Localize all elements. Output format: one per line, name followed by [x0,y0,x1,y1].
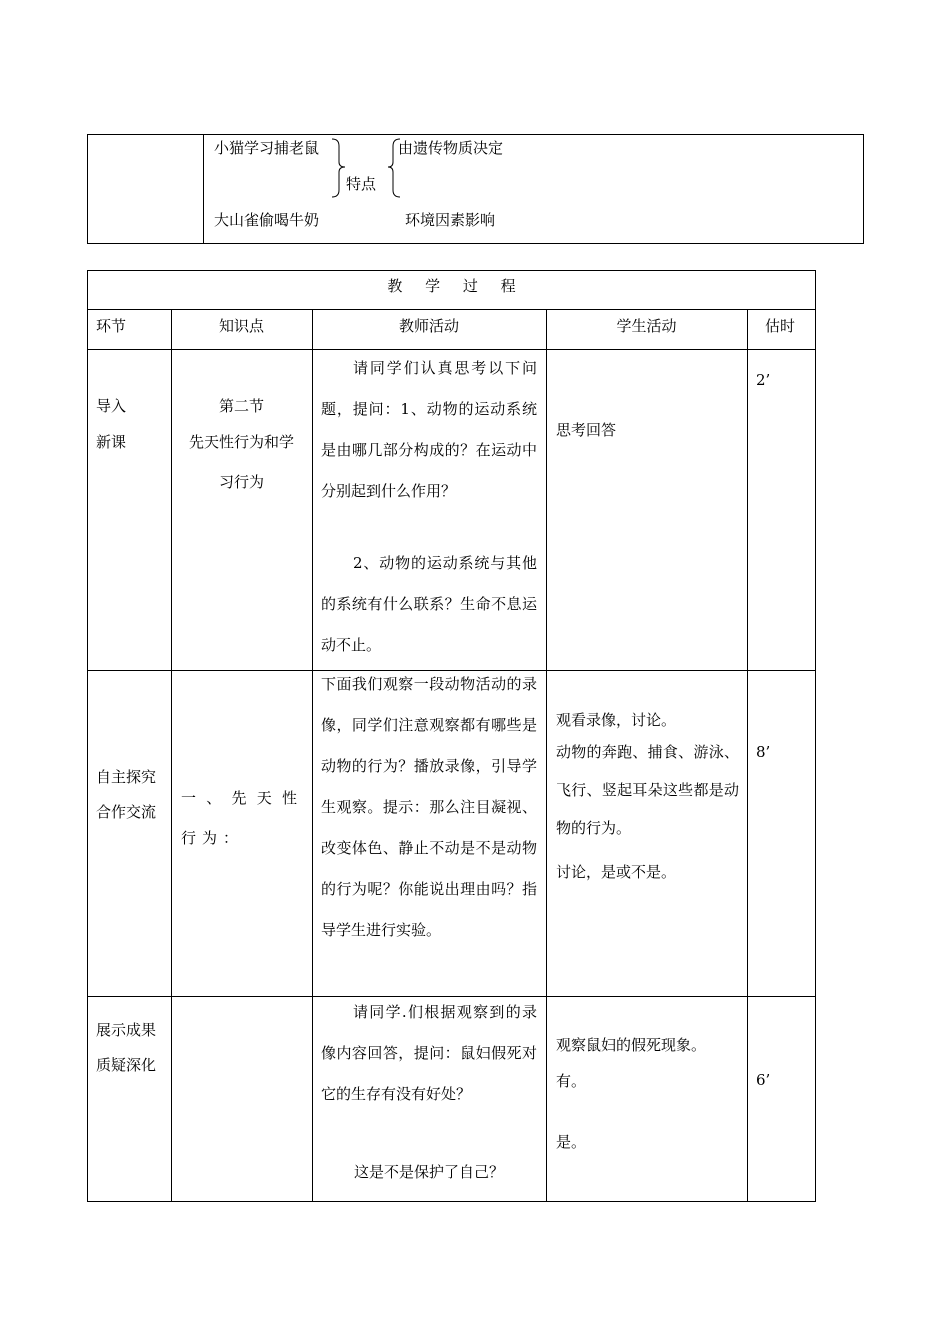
row3-student-activity: 观察鼠妇的假死现象。 [556,1036,707,1054]
col-divider-4 [747,309,748,1202]
row2-student-activity-3: 讨论，是或不是。 [556,863,677,881]
row1-time: 2’ [756,371,771,389]
row2-time: 8’ [756,743,771,761]
row2-student-activity-2: 动物的奔跑、捕食、游泳、飞行、竖起耳朵这些都是动物的行为。 [556,743,739,837]
row3-student-activity-2: 有。 [556,1072,587,1090]
table-border-top [87,270,816,271]
row1-teacher-activity: 请同学们认真思考以下问题，提问：1、动物的运动系统是由哪几部分构成的？在运动中分别起到什么作用？ [321,359,537,500]
row2-knowledge: 一、先天性行为： [181,789,303,847]
row1-stage-line1: 导入 [96,397,127,415]
table-border-left [87,270,88,1202]
right-brace-icon [330,138,350,198]
col-divider-3 [546,309,547,1202]
header-teacher: 教师活动 [398,317,459,335]
row1-stage-line2: 新课 [96,433,127,451]
table-border-bottom [87,1201,816,1202]
row2-stage-line2: 合作交流 [96,803,157,821]
row1-teacher-activity-2: 2、动物的运动系统与其他的系统有什么联系？生命不息运动不止。 [321,554,537,654]
table-border-right [815,270,816,1202]
row2-teacher-activity: 下面我们观察一段动物活动的录像，同学们注意观察都有哪些是动物的行为？播放录像，引导学生观察。提示：那么注目凝视、改变体色、静止不动是不是动物的行为呢？你能说出理由吗？指导学生进行实验。 [321,675,537,939]
feature-label: 特点 [346,175,377,193]
header-time: 估时 [765,317,796,335]
row1-student-activity: 思考回答 [556,421,617,439]
row1-knowledge-line3: 习行为 [218,473,264,491]
top-box-border-left [87,134,88,244]
row3-student-activity-3: 是。 [556,1133,587,1151]
feature-1: 由遗传物质决定 [398,139,504,157]
feature-2: 环境因素影响 [405,211,496,229]
row2-stage-line1: 自主探究 [96,768,157,786]
table-title: 教 学 过 程 [387,277,516,295]
top-box-divider [203,134,204,244]
row3-teacher-activity-2: 这是不是保护了自己？ [354,1163,505,1181]
row3-teacher-activity: 请同学.们根据观察到的录像内容回答，提问：鼠妇假死对它的生存有没有好处？ [321,1003,537,1103]
behavior-example-1: 小猫学习捕老鼠 [214,139,320,157]
row3-stage-line1: 展示成果 [96,1021,157,1039]
top-box-border-right [863,134,864,244]
behavior-example-2: 大山雀偷喝牛奶 [214,211,320,229]
title-divider [87,309,816,310]
left-brace-icon [388,138,408,198]
row3-time: 6’ [756,1071,771,1089]
row3-stage-line2: 质疑深化 [96,1056,157,1074]
header-knowledge: 知识点 [218,317,264,335]
row1-knowledge-line1: 第二节 [218,397,264,415]
col-divider-2 [312,309,313,1202]
row1-knowledge-line2: 先天性行为和学 [188,433,294,451]
header-student: 学生活动 [616,317,677,335]
row2-student-activity: 观看录像，讨论。 [556,711,677,729]
header-stage: 环节 [96,317,127,335]
